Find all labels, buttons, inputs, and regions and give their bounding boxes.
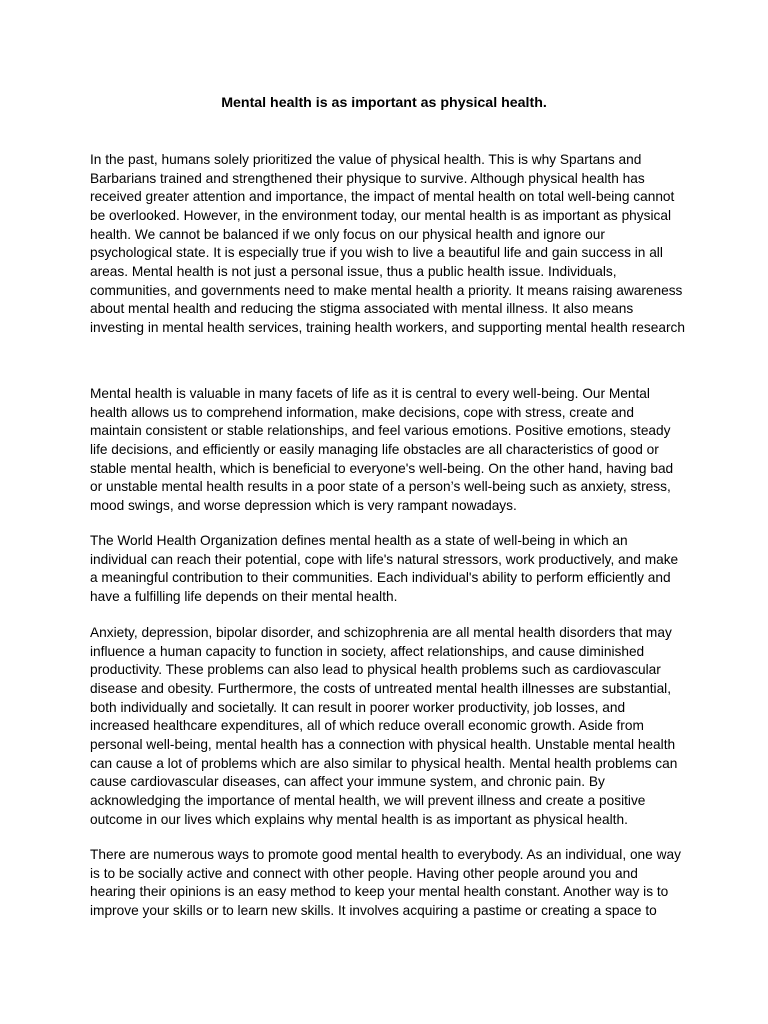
document-title: Mental health is as important as physical health. [221, 95, 547, 111]
paragraph-2: Mental health is valuable in many facets of life as it is central to every well-being. Our Mental health allows us to comprehend information, make decisions, cope with stress, create and maintain consistent or stable relationships, and feel various emotions. Positive emotions, steady life decisions, and efficiently or easily managing life obstacles are all characteristics of good or stable mental health, which is beneficial to everyone's well-being. On the other hand, having bad or unstable mental health results in a poor state of a person’s well-being such as anxiety, stress, mood swings, and worse depression which is very rampant nowadays. [90, 386, 674, 513]
paragraph-3: The World Health Organization defines mental health as a state of well-being in which an individual can reach their potential, cope with life's natural stressors, work productively, and make a meaningful contribution to their communities. Each individual's ability to perform efficiently and have a fulfilling life depends on their mental health. [90, 533, 679, 604]
paragraph-1: In the past, humans solely prioritized the value of physical health. This is why Spartans and Barbarians trained and strengthened their physique to survive. Although physical health has received greater attention and importance, the impact of mental health on total well-being cannot be overlooked. However, in the environment today, our mental health is as important as physical health. We cannot be balanced if we only focus on our physical health and ignore our psychological state. It is especially true if you wish to live a beautiful life and gain success in all areas. Mental health is not just a personal issue, thus a public health issue. Individuals, communities, and governments need to make mental health a priority. It means raising awareness about mental health and reducing the stigma associated with mental illness. It also means investing in mental health services, training health workers, and supporting mental health research [90, 152, 685, 335]
paragraph-5: There are numerous ways to promote good mental health to everybody. As an individual, one way is to be socially active and connect with other people. Having other people around you and hearing their opinions is an easy method to keep your mental health constant. Another way is to improve your skills or to learn new skills. It involves acquiring a pastime or creating a space to [90, 847, 681, 918]
paragraph-4: Anxiety, depression, bipolar disorder, and schizophrenia are all mental health disorders that may influence a human capacity to function in society, affect relationships, and cause diminished productivity. These problems can also lead to physical health problems such as cardiovascular disease and obesity. Furthermore, the costs of untreated mental health illnesses are substantial, both individually and societally. It can result in poorer worker productivity, job losses, and increased healthcare expenditures, all of which reduce overall economic growth. Aside from personal well-being, mental health has a connection with physical health. Unstable mental health can cause a lot of problems which are also similar to physical health. Mental health problems can cause cardiovascular diseases, can affect your immune system, and chronic pain. By acknowledging the importance of mental health, we will prevent illness and create a positive outcome in our lives which explains why mental health is as important as physical health. [90, 625, 678, 827]
